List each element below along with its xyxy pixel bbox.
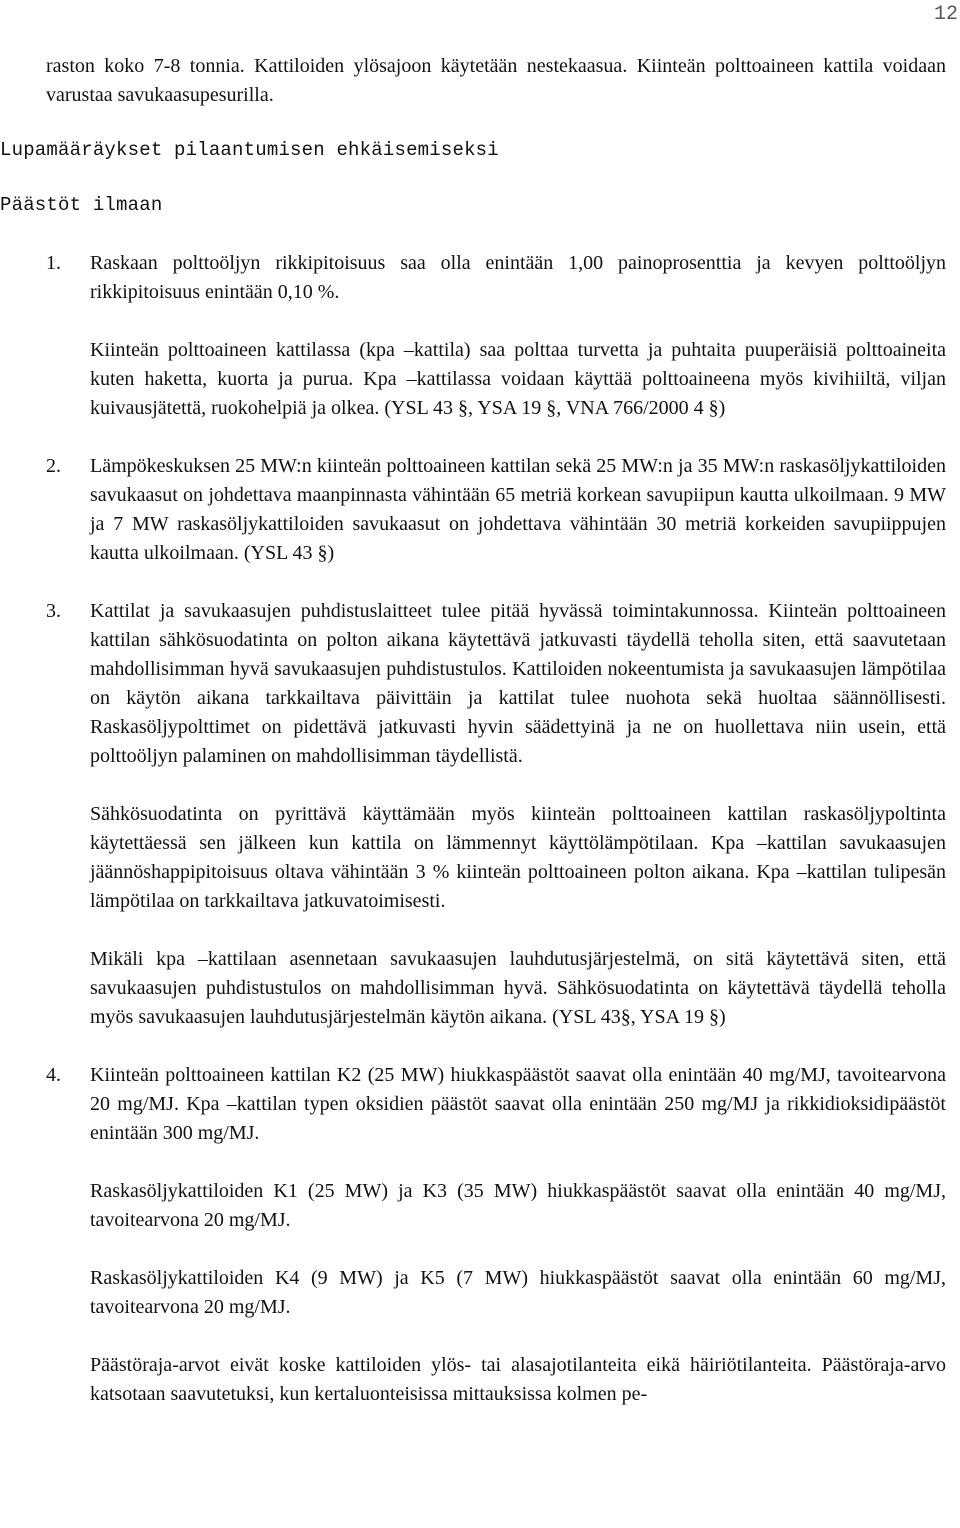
list-item-1 [46, 249, 946, 307]
list-item-paragraph: Päästöraja-arvot eivät koske kattiloiden ylös- tai alasajotilanteita eikä häiriötilanteita. Päästöraja-arvo katsotaan saavutetuksi, kun kertaluonteisissa mittauksissa kolmen pe- [90, 1354, 946, 1405]
list-item-number: 2. [46, 455, 61, 477]
subsection-heading: Päästöt ilmaan [0, 194, 163, 216]
list-item-paragraph: Kattilat ja savukaasujen puhdistuslaitteet tulee pitää hyvässä toimintakunnossa. Kiinteän polttoaineen kattilan sähkösuodatinta on polton aikana käytettävä jatkuvasti täydellä teholla siten, että saavutetaan mahdollisimman hyvä savukaasujen puhdistustulos. Kattiloiden nokeentumista ja savukaasujen lämpötilaa on käytön aikana tarkkailtava päivittäin ja kattilat tulee nuohota sekä huoltaa säännöllisesti. Raskasöljypolttimet on pidettävä jatkuvasti hyvin säädettyinä ja ne on huollettava niin usein, että polttoöljyn palaminen on mahdollisimman täydellistä. [90, 600, 946, 767]
document-body [0, 52, 946, 1409]
list-item-paragraph: Raskasöljykattiloiden K1 (25 MW) ja K3 (35 MW) hiukkaspäästöt saavat olla enintään 40 mg/MJ, tavoitearvona 20 mg/MJ. [90, 1180, 946, 1231]
list-item-paragraph: Raskasöljykattiloiden K4 (9 MW) ja K5 (7 MW) hiukkaspäästöt saavat olla enintään 60 mg/MJ, tavoitearvona 20 mg/MJ. [90, 1267, 946, 1318]
list-item-number: 1. [46, 252, 61, 274]
page-number: 12 [933, 3, 958, 26]
list-item-3 [46, 597, 946, 771]
list-item-4 [46, 1061, 946, 1148]
list-item-paragraph: Kiinteän polttoaineen kattilan K2 (25 MW) hiukkaspäästöt saavat olla enintään 40 mg/MJ, tavoitearvona 20 mg/MJ. Kpa –kattilan typen oksidien päästöt saavat olla enintään 250 mg/MJ ja rikkidioksidipäästöt enintään 300 mg/MJ. [90, 1064, 946, 1144]
list-item-paragraph: Lämpökeskuksen 25 MW:n kiinteän polttoaineen kattilan sekä 25 MW:n ja 35 MW:n raskasöljykattiloiden savukaasut on johdettava maanpinnasta vähintään 65 metriä korkean savupiipun kautta ulkoilmaan. 9 MW ja 7 MW raskasöljykattiloiden savukaasut on johdettava vähintään 30 metriä korkeiden savupiippujen kautta ulkoilmaan. (YSL 43 §) [90, 455, 946, 564]
list-item-number: 3. [46, 600, 61, 622]
intro-paragraph: raston koko 7-8 tonnia. Kattiloiden ylösajoon käytetään nestekaasua. Kiinteän polttoaineen kattila voidaan varustaa savukaasupesurilla. [46, 55, 946, 106]
list-item-paragraph: Mikäli kpa –kattilaan asennetaan savukaasujen lauhdutusjärjestelmä, on sitä käytettävä siten, että savukaasujen puhdistustulos on mahdollisimman hyvä. Sähkösuodatinta on käytettävä täydellä teholla myös savukaasujen lauhdutusjärjestelmän käytön aikana. (YSL 43§, YSA 19 §) [90, 948, 946, 1028]
list-item-number: 4. [46, 1064, 61, 1086]
list-item-paragraph: Kiinteän polttoaineen kattilassa (kpa –kattila) saa polttaa turvetta ja puhtaita puuperäisiä polttoaineita kuten haketta, kuorta ja purua. Kpa –kattilassa voidaan käyttää polttoaineena myös kivihiiltä, viljan kuivausjätettä, ruokohelpiä ja olkea. (YSL 43 §, YSA 19 §, VNA 766/2000 4 §) [90, 339, 946, 419]
section-heading: Lupamääräykset pilaantumisen ehkäisemiseksi [0, 139, 499, 161]
list-item-paragraph: Raskaan polttoöljyn rikkipitoisuus saa olla enintään 1,00 painoprosenttia ja kevyen polttoöljyn rikkipitoisuus enintään 0,10 %. [90, 252, 946, 303]
list-item-2 [46, 452, 946, 568]
list-item-paragraph: Sähkösuodatinta on pyrittävä käyttämään myös kiinteän polttoaineen kattilan raskasöljypoltinta käytettäessä sen jälkeen kun kattila on lämmennyt käyttölämpötilaan. Kpa –kattilan savukaasujen jäännöshappipitoisuus oltava vähintään 3 % kiinteän polttoaineen polton aikana. Kpa –kattilan tulipesän lämpötilaa on tarkkailtava jatkuvatoimisesti. [90, 803, 946, 912]
